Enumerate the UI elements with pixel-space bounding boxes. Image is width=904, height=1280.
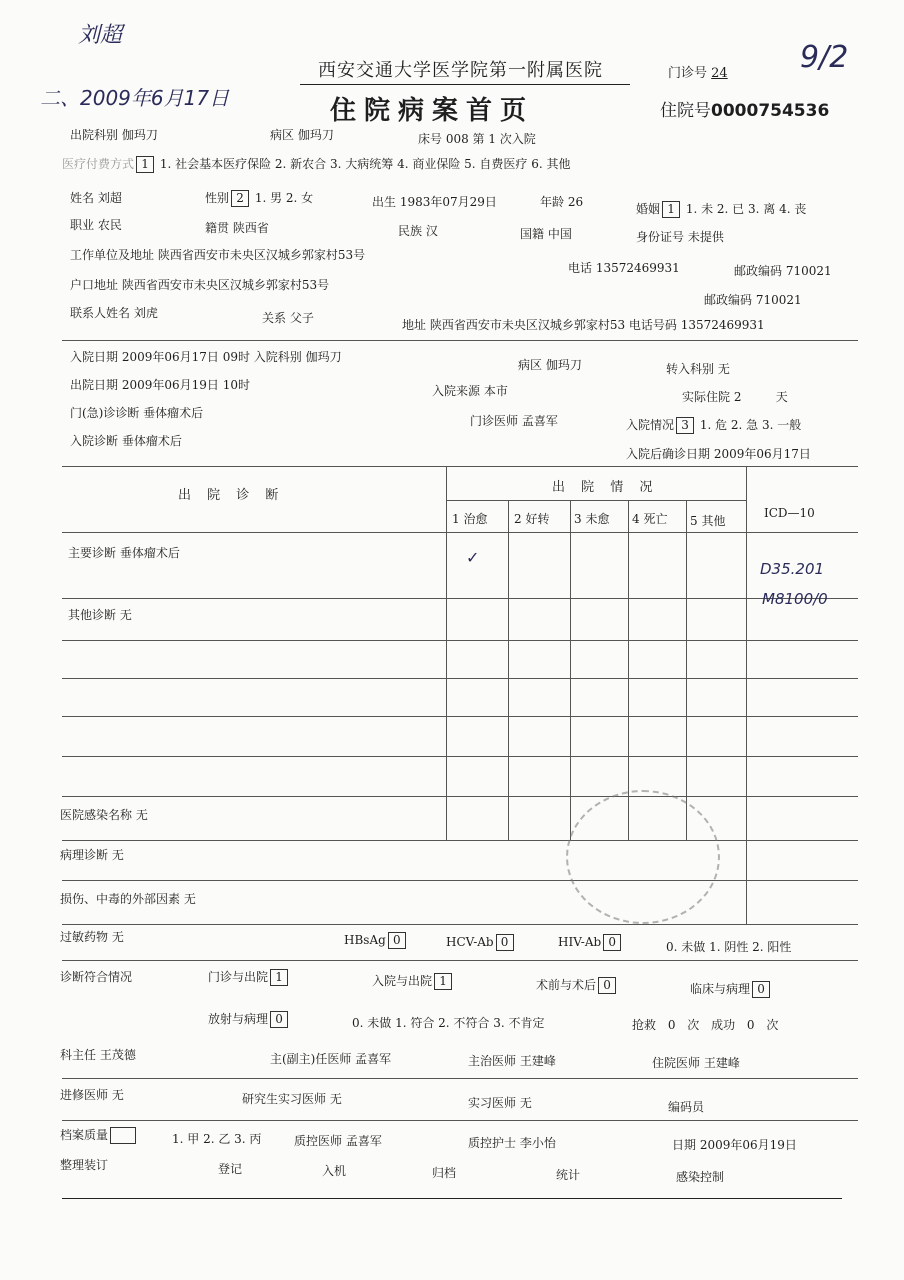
other-diagnosis: 其他诊断 无	[68, 608, 132, 622]
confirm-date: 入院后确诊日期 2009年06月17日	[626, 447, 811, 461]
match-options: 0. 未做 1. 符合 2. 不符合 3. 不肯定	[352, 1016, 545, 1030]
advanced-physician: 进修医师 无	[60, 1088, 124, 1102]
nationality: 国籍 中国	[520, 227, 572, 241]
age: 年龄 26	[540, 195, 584, 209]
inpatient-number: 住院号0000754536	[660, 101, 830, 121]
test-options: 0. 未做 1. 阴性 2. 阳性	[666, 940, 792, 954]
cured-check: ✓	[466, 548, 480, 567]
birth-date: 出生 1983年07月29日	[372, 195, 497, 209]
handwritten-date: 二、2009年6月17日	[40, 86, 230, 110]
hospital-name: 西安交通大学医学院第一附属医院	[318, 60, 603, 81]
icd-code-1: D35.201	[760, 560, 825, 578]
attending-physician: 主治医师 王建峰	[468, 1054, 556, 1068]
admit-date: 入院日期 2009年06月17日 09时 入院科别 伽玛刀	[70, 350, 342, 364]
qc-nurse: 质控护士 李小怡	[468, 1136, 556, 1150]
discharge-date: 出院日期 2009年06月19日 10时	[70, 378, 250, 392]
director: 科主任 王茂德	[60, 1048, 136, 1062]
resident-physician: 住院医师 王建峰	[652, 1056, 740, 1070]
statistics: 统计	[556, 1168, 581, 1182]
id-card: 身份证号 未提供	[636, 230, 724, 244]
hiv-field: HIV-Ab 0	[558, 934, 623, 951]
occupation: 职业 农民	[70, 218, 122, 232]
patient-name: 姓名 刘超	[70, 191, 122, 205]
archive: 归档	[432, 1166, 457, 1180]
ethnicity: 民族 汉	[398, 224, 438, 238]
quality-options: 1. 甲 2. 乙 3. 丙	[172, 1132, 262, 1146]
hospital-infection: 医院感染名称 无	[60, 808, 148, 822]
admit-source: 入院来源 本市	[432, 384, 508, 398]
pathology-diagnosis: 病理诊断 无	[60, 848, 124, 862]
col-improved: 2 好转	[514, 512, 550, 526]
discharge-status-header: 出 院 情 况	[552, 480, 659, 495]
admit-diagnosis: 入院诊断 垂体瘤术后	[70, 434, 182, 448]
rad-path-field: 放射与病理 0	[208, 1010, 290, 1028]
hospital-stamp	[566, 790, 720, 924]
icd-header: ICD—10	[764, 506, 815, 520]
admit-ward: 病区 伽玛刀	[518, 358, 582, 372]
op-dis-field: 门诊与出院 1	[208, 968, 290, 986]
grad-intern: 研究生实习医师 无	[242, 1092, 342, 1106]
col-cured: 1 治愈	[452, 512, 488, 526]
postcode-1: 邮政编码 710021	[734, 264, 832, 278]
outpatient-doctor: 门诊医师 孟喜军	[470, 414, 558, 428]
outpatient-number: 门诊号 24	[668, 66, 728, 81]
contact-address: 地址 陕西省西安市未央区汉城乡郭家村53 电话号码 13572469931	[402, 318, 765, 332]
payment-method: 医疗付费方式 1 1. 社会基本医疗保险 2. 新农合 3. 大病统筹 4. 商业保险 5. 自费医疗 6. 其他	[62, 157, 571, 171]
hcv-field: HCV-Ab 0	[446, 934, 516, 951]
admit-condition: 入院情况 3 1. 危 2. 急 3. 一般	[626, 418, 802, 432]
archive-quality: 档案质量	[60, 1126, 138, 1144]
input: 入机	[322, 1164, 347, 1178]
diagnosis-match-label: 诊断符合情况	[60, 970, 133, 984]
work-address: 工作单位及地址 陕西省西安市未央区汉城乡郭家村53号	[70, 248, 366, 262]
allergy: 过敏药物 无	[60, 930, 124, 944]
postcode-2: 邮政编码 710021	[704, 293, 802, 307]
native-place: 籍贯 陕西省	[205, 221, 269, 235]
handwritten-name: 刘超	[78, 23, 123, 48]
discharge-dept: 出院科别 伽玛刀	[70, 128, 158, 142]
binding: 整理装订	[60, 1158, 109, 1172]
home-address: 户口地址 陕西省西安市未央区汉城乡郭家村53号	[70, 278, 330, 292]
signing-date: 日期 2009年06月19日	[672, 1138, 797, 1152]
outpatient-diagnosis: 门(急)诊诊断 垂体瘤术后	[70, 406, 204, 420]
col-uncured: 3 未愈	[574, 512, 610, 526]
col-other: 5 其他	[690, 514, 726, 528]
ward: 病区 伽玛刀	[270, 128, 334, 142]
phone: 电话 13572469931	[568, 261, 680, 275]
contact-name: 联系人姓名 刘虎	[70, 306, 158, 320]
page-title: 住院病案首页	[330, 96, 535, 126]
hospital-days: 实际住院 2 天	[682, 390, 788, 404]
chief-physician: 主(副主)任医师 孟喜军	[270, 1052, 392, 1066]
qc-doctor: 质控医师 孟喜军	[294, 1134, 382, 1148]
corner-mark: 9/2	[800, 40, 849, 75]
sex-field: 性别 2 1. 男 2. 女	[205, 191, 314, 205]
infection-control: 感染控制	[676, 1170, 725, 1184]
intern: 实习医师 无	[468, 1096, 532, 1110]
marital-field: 婚姻 1 1. 未 2. 已 3. 离 4. 丧	[636, 202, 807, 216]
transfer-dept: 转入科别 无	[666, 362, 730, 376]
bed-number: 床号 008 第 1 次入院	[418, 132, 536, 146]
clin-path-field: 临床与病理 0	[690, 980, 772, 998]
main-diagnosis: 主要诊断 垂体瘤术后	[68, 546, 180, 560]
discharge-dx-header: 出 院 诊 断	[178, 488, 285, 503]
injury-cause: 损伤、中毒的外部因素 无	[60, 892, 196, 906]
icd-code-2: M8100/0	[762, 590, 828, 608]
hbsag-field: HBsAg 0	[344, 932, 408, 949]
col-death: 4 死亡	[632, 512, 668, 526]
rescue-count: 抢救 0 次 成功 0 次	[632, 1018, 779, 1032]
coder: 编码员	[668, 1100, 705, 1114]
preop-field: 术前与术后 0	[536, 976, 618, 994]
register: 登记	[218, 1162, 243, 1176]
contact-relation: 关系 父子	[262, 311, 314, 325]
adm-dis-field: 入院与出院 1	[372, 972, 454, 990]
